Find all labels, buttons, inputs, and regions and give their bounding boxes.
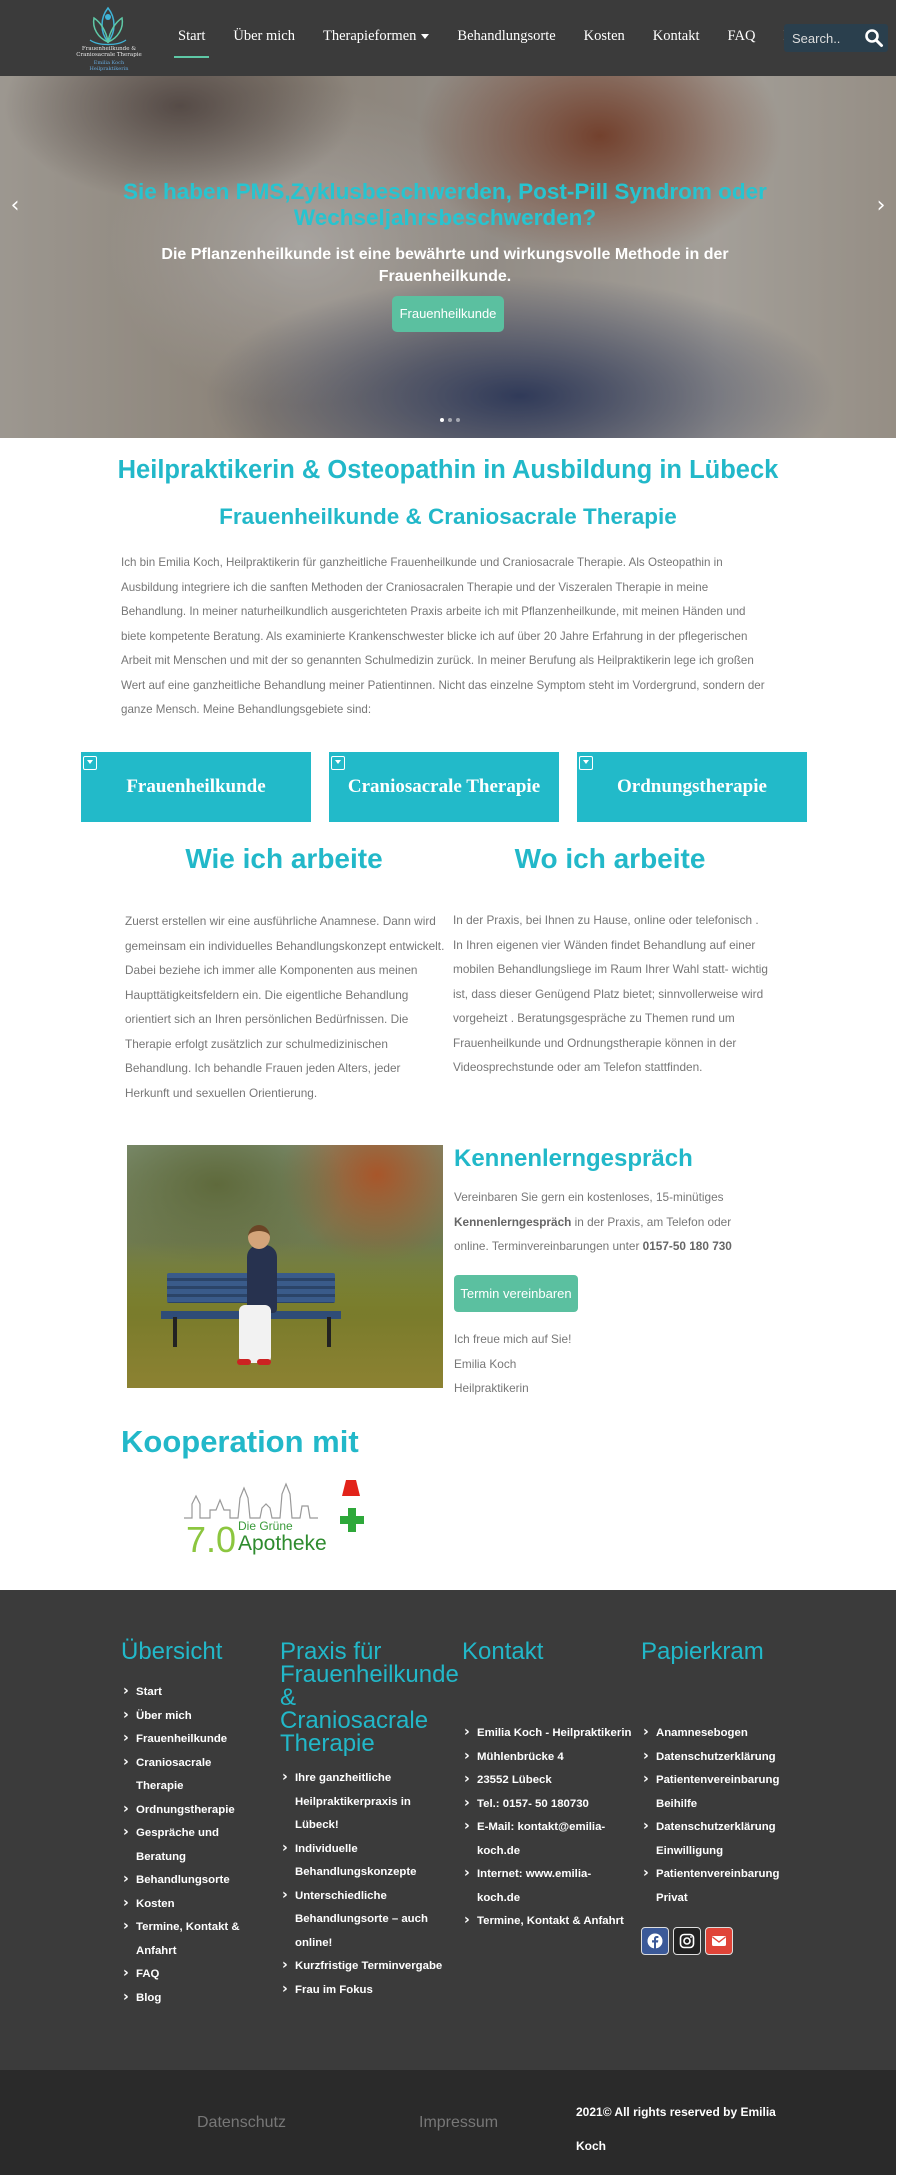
footer-links bbox=[121, 1681, 241, 2010]
footer-item[interactable]: › Internet: www.emilia-koch.de bbox=[462, 1863, 632, 1910]
footer-link[interactable]: › Start bbox=[121, 1681, 241, 1705]
footer-link[interactable]: › Datenschutzerklärung Einwilligung bbox=[641, 1816, 791, 1863]
footer-heading: Übersicht bbox=[121, 1638, 223, 1665]
toggle-icon bbox=[579, 756, 593, 770]
footer-heading: Kontakt bbox=[462, 1638, 544, 1665]
bench-leg bbox=[327, 1317, 331, 1347]
kennenlern-text-1: Vereinbaren Sie gern ein kostenloses, 15-minütiges bbox=[454, 1190, 724, 1204]
nav-start[interactable]: Start bbox=[178, 22, 205, 52]
portrait-photo bbox=[127, 1145, 443, 1388]
person-shoe bbox=[237, 1359, 251, 1365]
kennenlern-phone: 0157-50 180 730 bbox=[642, 1239, 732, 1253]
nav-faq[interactable]: FAQ bbox=[727, 28, 756, 44]
appointment-button[interactable]: Termin vereinbaren bbox=[454, 1275, 578, 1312]
footer-item: › Individuelle Behandlungskonzepte bbox=[280, 1838, 450, 1885]
hero-button[interactable]: Frauenheilkunde bbox=[392, 296, 504, 332]
page-subtitle: Frauenheilkunde & Craniosacrale Therapie bbox=[219, 504, 677, 529]
person-body bbox=[247, 1245, 277, 1313]
kennenlern-text bbox=[454, 1185, 754, 1259]
service-label: Craniosacrale Therapie bbox=[347, 776, 541, 797]
how-title: Wie ich arbeite bbox=[185, 843, 383, 874]
logo-text-3: Emilia Koch Heilpraktikerin bbox=[89, 60, 129, 72]
nav-therapieformen-label: Therapieformen bbox=[323, 28, 417, 44]
instagram-button[interactable] bbox=[673, 1927, 701, 1955]
footer-item: › Unterschiedliche Behandlungsorte – auch online! bbox=[280, 1885, 450, 1956]
logo-text-2: Craniosacrale Therapie bbox=[76, 52, 142, 58]
site-logo[interactable] bbox=[76, 4, 142, 70]
bench-leg bbox=[173, 1317, 177, 1347]
footer-heading: Papierkram bbox=[641, 1638, 764, 1665]
kooperation-title: Kooperation mit bbox=[121, 1424, 359, 1459]
footer-link[interactable]: › Behandlungsorte bbox=[121, 1869, 241, 1893]
signature-line-1: Ich freue mich auf Sie! bbox=[454, 1332, 572, 1346]
footer-col-uebersicht bbox=[121, 1640, 241, 2010]
slider-dot[interactable] bbox=[440, 418, 444, 422]
footer-link[interactable]: › Termine, Kontakt & Anfahrt bbox=[121, 1916, 241, 1963]
person-legs bbox=[239, 1305, 271, 1363]
footer-item: › Kurzfristige Terminvergabe bbox=[280, 1955, 450, 1979]
site-header bbox=[0, 0, 896, 76]
footer-item: › Mühlenbrücke 4 bbox=[462, 1746, 632, 1770]
apotheke-a-icon bbox=[342, 1480, 360, 1496]
footer-item[interactable]: › Termine, Kontakt & Anfahrt bbox=[462, 1910, 632, 1934]
lotus-logo-icon bbox=[84, 4, 132, 46]
footer-item: › Ihre ganzheitliche Heilpraktikerpraxis in Lübeck! bbox=[280, 1767, 450, 1838]
service-craniosacrale-therapie[interactable] bbox=[329, 752, 559, 822]
person-shoe bbox=[257, 1359, 271, 1365]
footer-link[interactable]: › Craniosacrale Therapie bbox=[121, 1752, 241, 1799]
kennenlern-title: Kennenlerngespräch bbox=[454, 1145, 693, 1172]
footer-link[interactable]: › Frauenheilkunde bbox=[121, 1728, 241, 1752]
toggle-icon bbox=[83, 756, 97, 770]
service-label: Frauenheilkunde bbox=[126, 776, 266, 797]
slider-next-icon[interactable]: › bbox=[876, 193, 886, 218]
chevron-down-icon bbox=[421, 34, 429, 39]
hero-slider bbox=[0, 76, 896, 438]
intro-text: Ich bin Emilia Koch, Heilpraktikerin für ganzheitliche Frauenheilkunde und Craniosacrale Therapie. Als Osteopathin in Ausbildung integriere ich die sanften Methoden der Craniosacralen Therapie und der Viszeralen Therapie in meine Behandlung. In meiner naturheilkundlich ausgerichteten Praxis arbeite ich mit Pflanzenheilkunde, mit meinen Händen und biete kompetente Beratung. Als examinierte Krankenschwester blicke ich auf über 20 Jahre Erfahrung in der pflegerischen Arbeit mit Menschen und mit der so genannten Schulmedizin zurück. In meiner Berufung als Heilpraktikerin lege ich großen Wert auf eine ganzheitliche Behandlung meiner Patientinnen. Nicht das einzelne Symptom steht im Vordergrund, sondern der ganze Mensch. Meine Behandlungsgebiete sind: bbox=[121, 556, 765, 716]
search-input[interactable] bbox=[784, 24, 860, 52]
footer-col-papierkram bbox=[641, 1640, 791, 1910]
footer-heading: Praxis für Frauenheilkunde & Craniosacrale Therapie bbox=[280, 1638, 459, 1757]
slider-dot[interactable] bbox=[456, 418, 460, 422]
service-frauenheilkunde[interactable] bbox=[81, 752, 311, 822]
facebook-button[interactable] bbox=[641, 1927, 669, 1955]
footer-item: › 23552 Lübeck bbox=[462, 1769, 632, 1793]
service-label: Ordnungstherapie bbox=[617, 776, 767, 797]
footer-link[interactable]: › Über mich bbox=[121, 1705, 241, 1729]
footer-link[interactable]: › Patientenvereinbarung Beihilfe bbox=[641, 1769, 791, 1816]
footer-item: › Frau im Fokus bbox=[280, 1979, 450, 2003]
kennenlern-text-2: in der Praxis, am Telefon oder online. Terminvereinbarungen unter bbox=[454, 1214, 732, 1253]
apotheke-line-2: Apotheke bbox=[238, 1532, 327, 1555]
logo-text-1: Frauenheilkunde & bbox=[81, 46, 137, 52]
person-head bbox=[248, 1225, 270, 1249]
copyright-text: 2021© All rights reserved by Emilia Koch bbox=[576, 2105, 776, 2153]
email-button[interactable] bbox=[705, 1927, 733, 1955]
search-box bbox=[784, 24, 888, 52]
facebook-icon bbox=[647, 1933, 663, 1949]
slider-dot[interactable] bbox=[448, 418, 452, 422]
footer-link[interactable]: › FAQ bbox=[121, 1963, 241, 1987]
signature-line-3: Heilpraktikerin bbox=[454, 1381, 529, 1395]
where-title: Wo ich arbeite bbox=[514, 843, 706, 874]
footer-item: › Emilia Koch - Heilpraktikerin bbox=[462, 1722, 632, 1746]
footer-col-praxis bbox=[280, 1638, 459, 2002]
footer-item[interactable]: › E-Mail: kontakt@emilia-koch.de bbox=[462, 1816, 632, 1863]
service-ordnungstherapie[interactable] bbox=[577, 752, 807, 822]
slider-prev-icon[interactable]: ‹ bbox=[10, 193, 20, 218]
apotheke-line-1: Die Grüne bbox=[238, 1519, 293, 1533]
slider-dots bbox=[440, 418, 460, 422]
apotheke-logo[interactable] bbox=[180, 1474, 380, 1556]
impressum-link[interactable]: Impressum bbox=[419, 2114, 499, 2131]
signature-line-2: Emilia Koch bbox=[454, 1356, 517, 1371]
nav-kontakt[interactable]: Kontakt bbox=[652, 28, 700, 44]
nav-ueber-mich[interactable]: Über mich bbox=[233, 28, 295, 44]
skyline-icon bbox=[184, 1484, 318, 1518]
footer-link[interactable]: › Gespräche und Beratung bbox=[121, 1822, 241, 1869]
how-text: Zuerst erstellen wir eine ausführliche Anamnese. Dann wird gemeinsam ein individuelles Behandlungskonzept entwickelt. Dabei beziehe ich immer alle Komponenten aus meinen Haupttätigkeitsfeldern ein. Die eigentliche Behandlung orientiert sich an Ihren persönlichen Bedürfnissen. Die Therapie erfolgt zusätzlich zur schulmedizinischen Behandlung. Ich behandle Frauen jeden Alters, jeder Herkunft und sexuellen Orientierung. bbox=[125, 914, 445, 1100]
pharmacy-cross-icon bbox=[340, 1508, 364, 1532]
footer-link[interactable]: › Patientenvereinbarung Privat bbox=[641, 1863, 791, 1910]
footer-link[interactable]: › Anamnesebogen bbox=[641, 1722, 791, 1746]
footer-links bbox=[280, 1767, 450, 2002]
footer-item[interactable]: › Tel.: 0157- 50 180730 bbox=[462, 1793, 632, 1817]
footer-link[interactable]: › Kosten bbox=[121, 1893, 241, 1917]
hero-text: Die Pflanzenheilkunde ist eine bewährte und wirkungsvolle Methode in der Frauenheilkunde. bbox=[161, 246, 729, 285]
email-icon bbox=[711, 1933, 727, 1949]
nav-behandlungsorte[interactable]: Behandlungsorte bbox=[457, 28, 556, 44]
footer-link[interactable]: › Blog bbox=[121, 1987, 241, 2011]
nav-therapieformen[interactable] bbox=[323, 22, 429, 52]
footer-link[interactable]: › Ordnungstherapie bbox=[121, 1799, 241, 1823]
datenschutz-link[interactable]: Datenschutz bbox=[197, 2114, 286, 2131]
footer-link[interactable]: › Datenschutzerklärung bbox=[641, 1746, 791, 1770]
footer-links bbox=[462, 1722, 632, 1934]
apotheke-number: 7.0 bbox=[186, 1519, 237, 1556]
page-title: Heilpraktikerin & Osteopathin in Ausbildung in Lübeck bbox=[117, 456, 779, 484]
footer-links bbox=[641, 1722, 791, 1910]
hero-heading: Sie haben PMS,Zyklusbeschwerden, Post-Pill Syndrom oder Wechseljahrsbeschwerden? bbox=[123, 179, 767, 230]
footer-col-kontakt bbox=[462, 1640, 632, 1934]
instagram-icon bbox=[679, 1933, 695, 1949]
kennenlern-text-bold: Kennenlerngespräch bbox=[454, 1214, 572, 1229]
nav-kosten[interactable]: Kosten bbox=[583, 28, 625, 44]
main-nav bbox=[178, 22, 840, 52]
kennenlern-signature bbox=[454, 1327, 571, 1401]
toggle-icon bbox=[331, 756, 345, 770]
search-icon[interactable] bbox=[864, 28, 884, 48]
where-text: In der Praxis, bei Ihnen zu Hause, online oder telefonisch . In Ihren eigenen vier Wänden findet Behandlung auf einer mobilen Behandlungsliege im Raum Ihrer Wahl statt- wichtig ist, dass dieser Genügend Platz bietet; sinnvollerweise wird vorgeheizt . Beratungsgespräche zu Themen rund um Frauenheilkunde und Ordnungstherapie können in der Videosprechstunde oder am Telefon stattfinden. bbox=[453, 913, 768, 1074]
